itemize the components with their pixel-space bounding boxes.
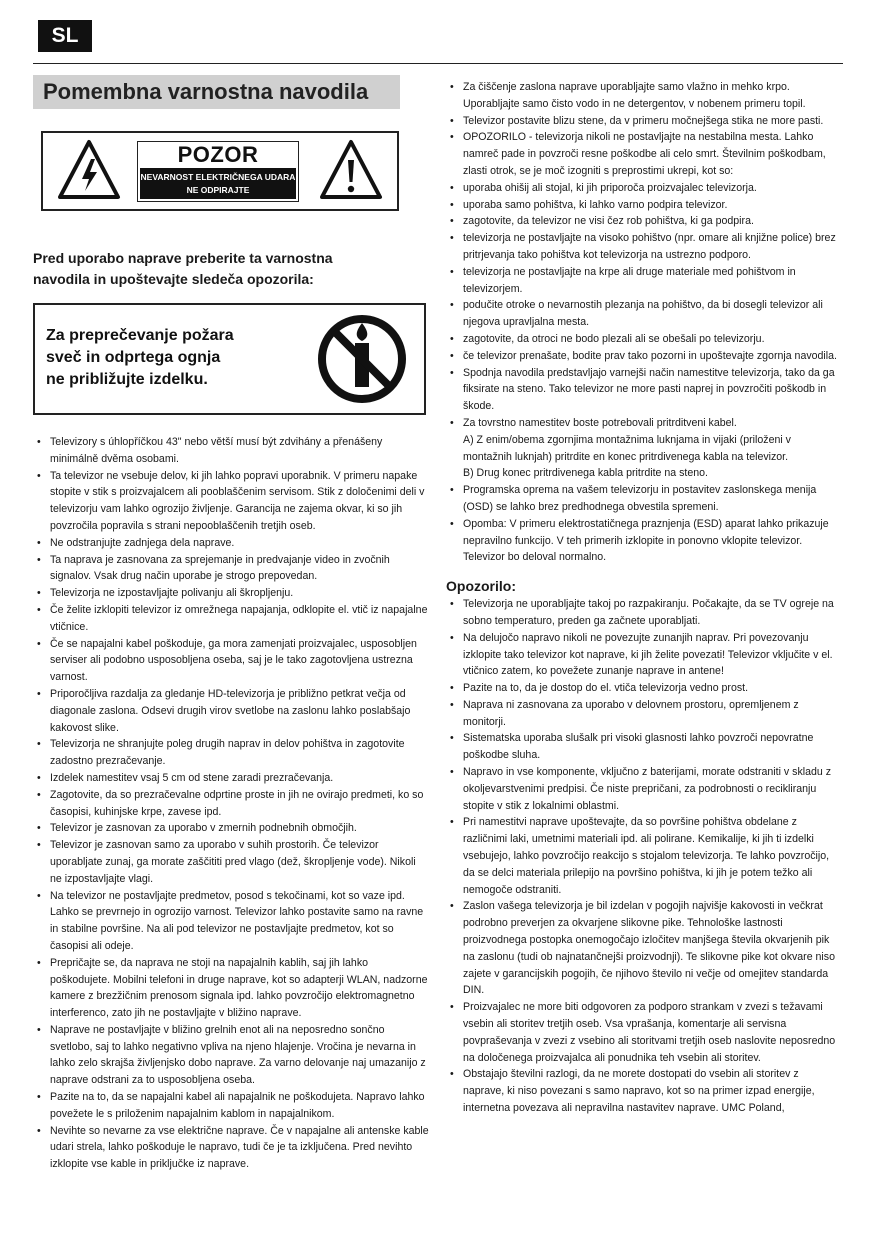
list-item: • Obstajajo številni razlogi, da ne morete dostopati do vsebin ali storitev z naprave, ki niso povezani s samo napravo, kot so na primer izpad energije, internetna povezava ali nepravilna nastavitev naprave. UMC Poland, (446, 1066, 838, 1116)
list-item: • Če se napajalni kabel poškoduje, ga mora zamenjati proizvajalec, usposobljen serviser ali podobno usposobljena oseba, saj je le tako zagotovljena ustrezna varnost. (33, 636, 429, 686)
list-item: • Pri namestitvi naprave upoštevajte, da so površine pohištva obdelane z različnimi laki, umetnimi materiali ipd. ali polirane. Kemikalije, ki jih ti izdelki vsebujejo, lahko povzročijo reakcijo s stojalom televizorja. Te lahko povzročijo, da se delci materiala prilepijo na površino pohištva, ki jih je potem težko ali nemogoče odstraniti. (446, 814, 838, 898)
warning-list (446, 596, 838, 1117)
electric-shock-warning (41, 131, 399, 211)
list-item: • Opomba: V primeru elektrostatičnega praznjenja (ESD) aparat lahko prikazuje nepravilno funkcijo. V teh primerih izklopite in ponovno vklopite televizor. Televizor bo deloval normalno. (446, 516, 838, 566)
list-item: • Sistematska uporaba slušalk pri visoki glasnosti lahko povzroči nepovratne poškodbe sluha. (446, 730, 838, 764)
no-candle-icon (316, 313, 408, 405)
caution-label (137, 141, 299, 202)
list-item: • OPOZORILO - televizorja nikoli ne postavljajte na nestabilna mesta. Lahko namreč pade in povzroči resne poškodbe ali celo smrt. Številnim poškodbam, zlasti otrok, se je moč izogniti s preprostimi ukrepi, kot so: (446, 129, 838, 179)
title-band (33, 75, 400, 109)
list-item: • podučite otroke o nevarnostih plezanja na pohištvo, da bi dosegli televizor ali njegova upravljalna mesta. (446, 297, 838, 331)
fire-line-1: Za preprečevanje požara (46, 327, 234, 344)
list-item: • Izdelek namestitev vsaj 5 cm od stene zaradi prezračevanja. (33, 770, 429, 787)
fire-warning-box (33, 303, 426, 415)
right-column (446, 79, 838, 1117)
fire-warning-text (46, 325, 234, 391)
intro-line-2: navodila in upoštevajte sledeča opozorila: (33, 271, 314, 287)
list-item: • Televizor je zasnovan za uporabo v zmernih podnebnih območjih. (33, 820, 429, 837)
list-item: • Zagotovite, da so prezračevalne odprtine proste in jih ne ovirajo predmeti, ko so časopisi, kuhinjske krpe, zavese ipd. (33, 787, 429, 821)
list-item: • Nevihte so nevarne za vse električne naprave. Če v napajalne ali antenske kable udari strela, lahko poškoduje le napravo, tudi če je ta izključena. Pred nevihto izklopite vse kable in priključke iz naprave. (33, 1123, 429, 1173)
list-item: • zagotovite, da televizor ne visi čez rob pohištva, ki ga podpira. (446, 213, 838, 230)
list-item: • Pazite na to, da je dostop do el. vtiča televizorja vedno prost. (446, 680, 838, 697)
list-item: • Televizor postavite blizu stene, da v primeru močnejšega stika ne more pasti. (446, 113, 838, 130)
caution-line-1: NEVARNOST ELEKTRIČNEGA UDARA (140, 172, 296, 182)
lightning-warning-icon (57, 139, 121, 201)
intro-line-1: Pred uporabo naprave preberite ta varnostna (33, 250, 333, 266)
list-item: • Proizvajalec ne more biti odgovoren za podporo strankam v zvezi s težavami vsebin ali storitev tretjih oseb. Vsa vprašanja, komentarje ali servisna povpraševanja v zvezi z vsebino ali storitvami tretjih oseb naslovite neposredno na določenega proizvajalca ali ponudnika teh vsebin ali storitev. (446, 999, 838, 1066)
caution-line-2: NE ODPIRAJTE (186, 185, 250, 195)
list-item: • Ta naprava je zasnovana za sprejemanje in predvajanje video in zvočnih signalov. Vsak drug način uporabe je strogo prepovedan. (33, 552, 429, 586)
list-item: • Televizorja ne shranjujte poleg drugih naprav in delov pohištva in zagotovite zadostno prezračevanje. (33, 736, 429, 770)
warning-heading: Opozorilo: (446, 578, 516, 595)
header-rule (33, 63, 843, 64)
page-title: Pomembna varnostna navodila (43, 79, 369, 104)
right-safety-list (446, 79, 838, 566)
list-item: • Napravo in vse komponente, vključno z baterijami, morate odstraniti v skladu z okoljevarstvenimi predpisi. Če niste prepričani, za podrobnosti o recikliranju stopite v stik z lokalnimi oblastmi. (446, 764, 838, 814)
list-item: • Televizor je zasnovan samo za uporabo v suhih prostorih. Če televizor uporabljate zunaj, ga morate zaščititi pred vlago (dež, škropljenje vode). Nikoli ne izpostavljajte vlagi. (33, 837, 429, 887)
list-item: • Televizory s úhlopříčkou 43" nebo větší musí být zdvihány a přenášeny minimálně dvěma osobami. (33, 434, 429, 468)
cable-step-a: A) Z enim/obema zgornjima montažnima luknjama in vijaki (priloženi v montažnih luknjah) pritrdite en konec pritrdivenega kabla na televizor. (463, 433, 791, 463)
list-item: • Naprava ni zasnovana za uporabo v delovnem prostoru, opremljenem z monitorji. (446, 697, 838, 731)
list-item: • Zaslon vašega televizorja je bil izdelan v pogojih najvišje kakovosti in večkrat podrobno preverjen za okvarjene slikovne pike. Tehnološke lastnosti proizvodnega postopka onemogočajo izločitev manjšega števila okvarjenih pik na zaslonu (tudi ob najnatančnejši proizvodnji). Te slikovne pike kot okvare niso zajete v garancijskih pogojih, če njihovo število ni večje od omejitev standarda DIN. (446, 898, 838, 999)
list-item: • zagotovite, da otroci ne bodo plezali ali se obešali po televizorju. (446, 331, 838, 348)
list-item: • Na delujočo napravo nikoli ne povezujte zunanjih naprav. Pri povezovanju izklopite tako televizor kot naprave, ki jih želite povezati! Televizor vključite v el. vtičnico zatem, ko povežete zunanje naprave in antene! (446, 630, 838, 680)
list-item: • Na televizor ne postavljajte predmetov, posod s tekočinami, kot so vaze ipd. Lahko se prevrnejo in ogrozijo varnost. Televizor lahko postavite samo na ravne in stabilne površine. Na ali pod televizor ne postavljajte predmetov, kot so časopisi ali odeje. (33, 888, 429, 955)
left-column (33, 75, 429, 1173)
list-item: • Če želite izklopiti televizor iz omrežnega napajanja, odklopite el. vtič iz napajalne vtičnice. (33, 602, 429, 636)
caution-heading: POZOR (177, 142, 259, 167)
list-item: • Priporočljiva razdalja za gledanje HD-televizorja je približno petkrat večja od diagonale zaslona. Odsevi drugih virov svetlobe na zaslonu lahko poslabšajo kakovost slike. (33, 686, 429, 736)
list-item: • Spodnja navodila predstavljajo varnejši način namestitve televizorja, tako da ga fiksirate na steno. Tako televizor ne more pasti naprej in povzročiti poškodb in škode. (446, 365, 838, 415)
list-item: • uporaba ohišij ali stojal, ki jih priporoča proizvajalec televizorja. (446, 180, 838, 197)
list-item: • Za tovrstno namestitev boste potrebovali pritrditveni kabel. A) Z enim/obema zgornjima montažnima luknjama in vijaki (priloženi v montažnih luknjah) pritrdite en konec pritrdivenega kabla na televizor. B) Drug konec pritrdivenega kabla pritrdite na steno. (446, 415, 838, 482)
list-item: • Programska oprema na vašem televizorju in postavitev zaslonskega menija (OSD) se lahko brez predhodnega obvestila spremeni. (446, 482, 838, 516)
list-item: • Za čiščenje zaslona naprave uporabljajte samo vlažno in mehko krpo. Uporabljajte samo čisto vodo in ne detergentov, v nobenem primeru topil. (446, 79, 838, 113)
cable-step-b: B) Drug konec pritrdivenega kabla pritrdite na steno. (463, 467, 708, 480)
fire-line-2: sveč in odprtega ognja (46, 349, 221, 366)
caution-subtext (140, 168, 296, 199)
list-item: • Pazite na to, da se napajalni kabel ali napajalnik ne poškodujeta. Napravo lahko povežete le s priloženim napajalnim kablom in napajalnikom. (33, 1089, 429, 1123)
list-item: • uporaba samo pohištva, ki lahko varno podpira televizor. (446, 197, 838, 214)
list-item: • Ne odstranjujte zadnjega dela naprave. (33, 535, 429, 552)
left-safety-list (33, 434, 429, 1173)
list-item: • televizorja ne postavljajte na krpe ali druge materiale med pohištvom in televizorjem. (446, 264, 838, 298)
intro-text (33, 248, 429, 290)
list-item: • Naprave ne postavljajte v bližino grelnih enot ali na neposredno sončno svetlobo, saj to lahko negativno vpliva na njeno hlajenje. Vročina je nevarna in lahko zelo skrajša življenjsko dobo naprave. Za varno delovanje naj umazanijo z naprave odstrani za to usposobljena oseba. (33, 1022, 429, 1089)
list-item: • Prepričajte se, da naprava ne stoji na napajalnih kablih, saj jih lahko poškodujete. Mobilni telefoni in druge naprave, kot so adapterji WLAN, nadzorne kamere z brezžičnim prenosom signala ipd. lahko povzročijo elektromagnetno interferenco, zato jih ne postavljajte v bližino naprave. (33, 955, 429, 1022)
list-item: • Televizorja ne uporabljajte takoj po razpakiranju. Počakajte, da se TV ogreje na sobno temperaturo, preden ga začnete uporabljati. (446, 596, 838, 630)
list-item: • Ta televizor ne vsebuje delov, ki jih lahko popravi uporabnik. V primeru napake stopite v stik s proizvajalcem ali pooblaščenim servisom. Stik z določenimi deli v televizorju vam lahko ogrozijo življenje. Garancija ne zajema okvar, ki so jih povzročila popravila s strani nepooblaščenih tretjih oseb. (33, 468, 429, 535)
language-badge: SL (38, 20, 92, 52)
list-item: • Televizorja ne izpostavljajte polivanju ali škropljenju. (33, 585, 429, 602)
exclamation-warning-icon (319, 139, 383, 201)
fire-line-3: ne približujte izdelku. (46, 371, 208, 388)
list-item: • če televizor prenašate, bodite prav tako pozorni in upoštevajte zgornja navodila. (446, 348, 838, 365)
list-item: • televizorja ne postavljajte na visoko pohištvo (npr. omare ali knjižne police) brez pritrjevanja tako pohištva kot televizorja na ustrezno podporo. (446, 230, 838, 264)
